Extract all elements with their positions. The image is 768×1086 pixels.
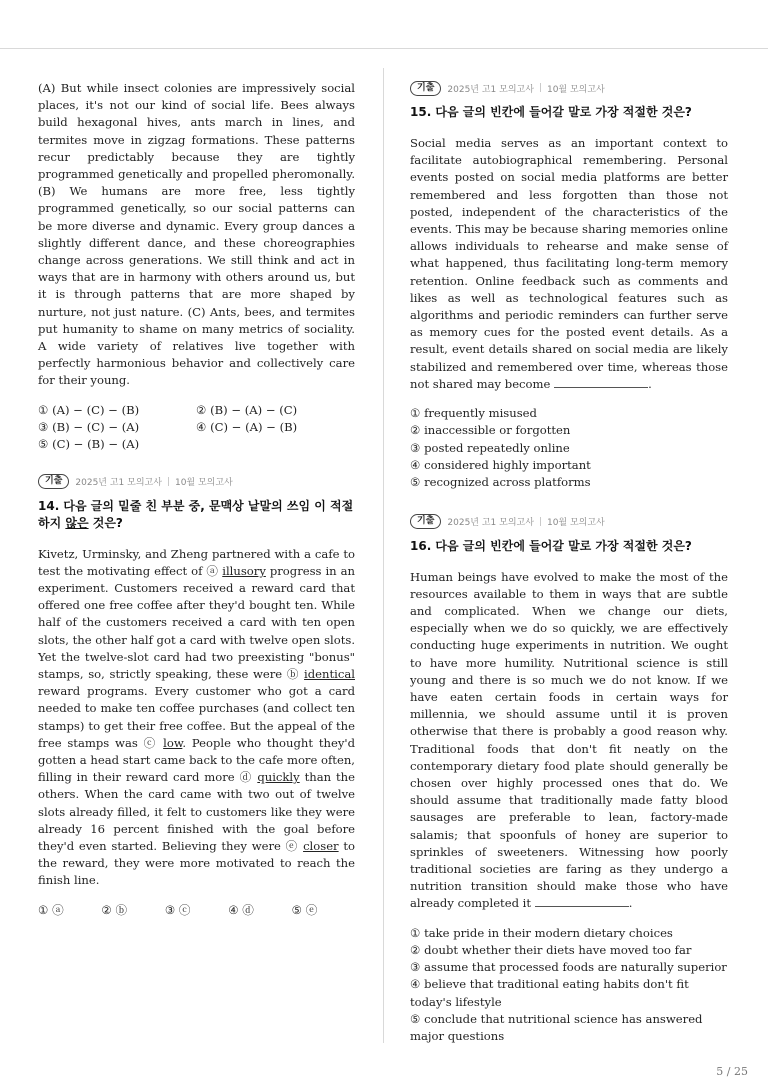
header-rule: [0, 48, 768, 49]
q16-source: 기출 2025년 고1 모의고사 | 10월 모의고사: [410, 514, 728, 530]
q15-option-3[interactable]: ③ posted repeatedly online: [410, 440, 570, 455]
q14-passage-part: progress in an experiment. Customers received a reward card that offered one free coffee after they'd bought ten. While half of the customers received a card with ten open slots, the other half got a card with twelve open slots. Yet the twelve-slot card had two preexisting "bonus" stamps, so, strictly speaking, these were ⓑ: [38, 563, 356, 681]
q14-option-1[interactable]: ① ⓐ: [38, 902, 64, 917]
q15-option-1[interactable]: ① frequently misused: [410, 406, 537, 421]
q14-tag-badge: 기출: [38, 474, 69, 489]
q16-passage-text: Human beings have evolved to make the most of the resources available to them in ways that are subtle and complicated. When we change our diets, especially when we do so quickly, we are effectively conducting huge experiments in nutrition. We ought to have more humility. Nutritional science is still young and there is so much we do not know. If we have eaten certain foods in certain ways for millennia, we should assume until it is proven otherwise that there is probably a good reason why. Traditional foods that don't fit neatly on the contemporary dietary food plate should generally be chosen over highly processed ones that do. We should assume that traditionally made fatty blood sausages are preferable to lean, factory-made salamis; that spoonfuls of honey are superior to sprinkles of sweeteners. Witnessing how poorly traditional societies are faring as they undergo a nutrition transition should make those who have already completed it: [410, 569, 728, 911]
q14-passage-part: reward programs. Every customer who got a card needed to make ten coffee purchases (and collect ten stamps) to get their free coffee. But the appeal of the free stamps was ⓒ: [38, 684, 355, 750]
right-column: [410, 80, 728, 1046]
q14-option-3[interactable]: ③ ⓒ: [164, 902, 191, 917]
q15-title: 15. 다음 글의 빈칸에 들어갈 말로 가장 적절한 것은?: [410, 105, 692, 119]
q14-underlined-word-c: low: [163, 735, 183, 750]
q15-passage: [410, 135, 728, 393]
q15-source-month: 10월 모의고사: [546, 84, 605, 95]
q16-option-2[interactable]: ② doubt whether their diets have moved too far: [410, 942, 692, 957]
q16-option-1[interactable]: ① take pride in their modern dietary choices: [410, 925, 673, 940]
q16-source-month: 10월 모의고사: [546, 518, 605, 529]
q14-passage: [38, 546, 355, 890]
q14-underlined-word-d: quickly: [257, 770, 300, 785]
q14-title-end: 것은?: [88, 515, 123, 530]
q15-blank: [554, 377, 648, 388]
q16-blank: [535, 896, 629, 907]
q14-options: [38, 902, 355, 919]
q13-option-1[interactable]: ① (A) − (C) − (B): [38, 402, 140, 417]
q15-option-4[interactable]: ④ considered highly important: [410, 457, 591, 472]
q14-underlined-word-b: identical: [304, 666, 355, 681]
q16-options: [410, 925, 728, 1046]
q14-title-underlined: 않은: [65, 515, 89, 530]
q15-tag-badge: 기출: [410, 81, 441, 96]
q14-underlined-word-e: closer: [303, 839, 339, 853]
q16-passage: [410, 569, 728, 913]
q13-option-4[interactable]: ④ (C) − (A) − (B): [196, 419, 298, 434]
column-divider: [383, 68, 384, 1043]
q15-options: [410, 405, 728, 491]
q14-source: 기출 2025년 고1 모의고사 | 10월 모의고사: [38, 474, 355, 490]
q16-passage-end: .: [628, 896, 633, 911]
q14-passage-part: . People who thought they'd gotten a head start came back to the cafe more often, filling in their reward card more ⓓ: [38, 735, 355, 785]
q16-tag-badge: 기출: [410, 514, 441, 529]
q14-source-year: 2025년 고1 모의고사: [75, 478, 162, 489]
page-number: 5 / 25: [716, 1065, 748, 1078]
q14-title: [38, 498, 355, 532]
q14-title-text: 14. 다음 글의 밑줄 친 부분 중, 문맥상 낱말의 쓰임 이 적절하지: [38, 498, 354, 530]
q16-option-4[interactable]: ④ believe that traditional eating habits don't fit today's lifestyle: [410, 977, 689, 1009]
q13-option-2[interactable]: ② (B) − (A) − (C): [196, 402, 298, 417]
q16-option-5[interactable]: ⑤ conclude that nutritional science has answered major questions: [410, 1012, 703, 1044]
q14-option-2[interactable]: ② ⓑ: [101, 902, 128, 917]
q14-underlined-word-a: illusory: [222, 563, 266, 578]
q16-option-3[interactable]: ③ assume that processed foods are naturally superior: [410, 960, 727, 975]
q13-options: [38, 402, 355, 454]
q15-passage-end: .: [648, 376, 652, 391]
q13-passage: (A) But while insect colonies are impressively social places, it's not our kind of social life. Bees always build hexagonal hives, ants march in lines, and termites move in zigzag formations. These patterns recur predictably because they are tightly programmed genetically and propelled pheromonally. (B) We humans are more free, less tightly programmed genetically, so our social patterns can be more diverse and dynamic. Every group dances a slightly different dance, and these choreographies change across generations. We still think and act in ways that are in harmony with others around us, but it is through patterns that are more shaped by nurture, not just nature. (C) Ants, bees, and termites put humanity to shame on many metrics of sociality. A wide variety of relatives live together with perfectly harmonious behavior and collectively care for their young.: [38, 81, 355, 388]
q15-option-5[interactable]: ⑤ recognized across platforms: [410, 475, 591, 490]
q15-source-year: 2025년 고1 모의고사: [447, 84, 534, 95]
q14-option-5[interactable]: ⑤ ⓔ: [291, 902, 318, 917]
q14-passage-part: Kivetz, Urminsky, and Zheng partnered with a cafe to test the motivating effect of ⓐ: [38, 546, 355, 578]
q14-source-month: 10월 모의고사: [174, 478, 233, 489]
q14-passage-part: to the reward, they were more motivated to reach the finish line.: [38, 839, 356, 888]
left-column: [38, 80, 355, 919]
q13-option-3[interactable]: ③ (B) − (C) − (A): [38, 419, 140, 434]
q16-title: 16. 다음 글의 빈칸에 들어갈 말로 가장 적절한 것은?: [410, 538, 692, 553]
q15-passage-text: Social media serves as an important context to facilitate autobiographical remembering. Personal events posted on social media platforms are better remembered and less forgotten than those not posted, independent of the characteristics of the events. This may be because sharing memories online allows individuals to rehearse and make sense of what happened, thus facilitating long-term memory retention. Online feedback such as comments and likes as well as technological features such as algorithms and periodic reminders can further serve as memory cues for the posted event details. As a result, event details shared on social media are likely stabilized and remembered over time, whereas those not shared may become: [410, 136, 728, 391]
q15-source: 기출 2025년 고1 모의고사 | 10월 모의고사: [410, 80, 728, 96]
q14-option-4[interactable]: ④ ⓓ: [228, 902, 254, 917]
q16-source-year: 2025년 고1 모의고사: [447, 518, 534, 529]
q14-passage-part: than the others. When the card came with two out of twelve slots already filled, it felt to customers like they were already 16 percent finished with the goal before they'd even started. Believing they were ⓔ: [38, 770, 356, 853]
q15-option-2[interactable]: ② inaccessible or forgotten: [410, 423, 571, 438]
q13-option-5[interactable]: ⑤ (C) − (B) − (A): [38, 437, 140, 452]
